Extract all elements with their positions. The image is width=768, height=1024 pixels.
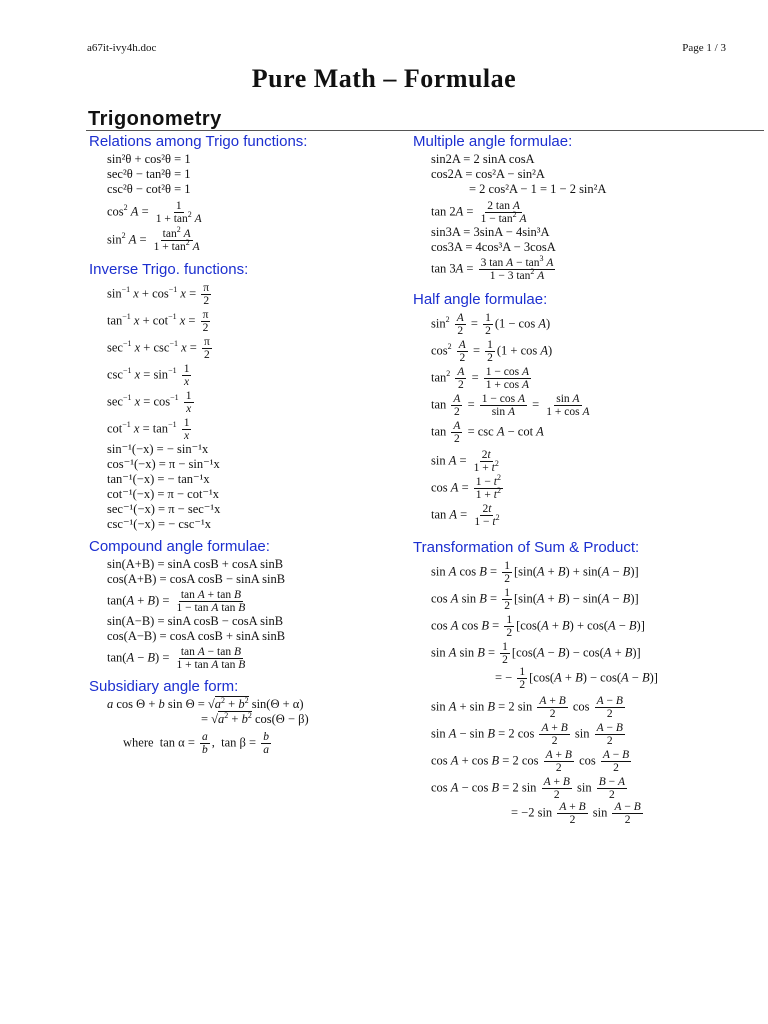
product-formula: = − $\frac{1}{2}$ [cos(A + B) − cos(A − B)] xyxy=(495,666,658,691)
relations-block xyxy=(89,132,307,253)
sum-formula: sin A + sin B = 2 sin $\frac{A + B}{2}$ cos $\frac{A - B}{2}$ xyxy=(431,695,623,720)
inverse-negative-formula: sin⁻¹(−x) = − sin⁻¹x xyxy=(107,442,209,456)
relation-formula: sec²θ − tan²θ = 1 xyxy=(107,167,191,181)
product-formula: cos A sin B = $\frac{1}{2}$ [sin(A + B) − sin(A − B)] xyxy=(431,587,639,612)
half-formula: $\tan^2$ $\frac{A}{2}$ = $\frac{\text{1 − cos A}}{\text{1 + cos A}}$ xyxy=(431,366,529,391)
subsidiary-formula: = $√a^2 + b^2$ cos(Θ − β) xyxy=(201,710,309,726)
inverse-negative-formula: sec⁻¹(−x) = π − sec⁻¹x xyxy=(107,502,221,516)
compound-tan-minus: tan(A − B) = $\frac{\text{tan A − tan B}}{\text{1 + tan A tan B}}$ xyxy=(107,646,246,671)
section-divider xyxy=(86,130,764,131)
inverse-negative-formula: tan⁻¹(−x) = − tan⁻¹x xyxy=(107,472,210,486)
relations-heading: Relations among Trigo functions: xyxy=(89,133,308,150)
inverse-negative-formula: cot⁻¹(−x) = π − cot⁻¹x xyxy=(107,487,220,501)
inverse-formula: $\csc^{-1} x = \sin^{-1}$ $\frac{1}{x}$ xyxy=(107,363,190,388)
multiple-formula: cos2A = cos²A − sin²A xyxy=(431,167,545,181)
sum-formula: cos A − cos B = 2 sin $\frac{A + B}{2}$ sin $\frac{B - A}{2}$ xyxy=(431,776,626,801)
multiple-block xyxy=(413,132,606,282)
inverse-formula: $\sin^{-1} x + \cos^{-1} x$ = $\frac{\pi}{2}$ xyxy=(107,282,210,307)
subsidiary-formula: a cos Θ + b $\sin \Theta = √a^2 + b^2$ sin(Θ + α) xyxy=(107,695,304,711)
subsidiary-where: where tan α = $\frac{a}{b}$ , tan β = $\frac{b}{a}$ xyxy=(123,731,269,756)
inverse-negative-formula: csc⁻¹(−x) = − csc⁻¹x xyxy=(107,517,211,531)
multiple-formula: cos3A = 4cos³A − 3cosA xyxy=(431,240,556,254)
inverse-formula: $\tan^{-1} x + \cot^{-1} x$ = $\frac{\pi}{2}$ xyxy=(107,309,209,334)
half-formula: tan $\frac{A}{2}$ = $\frac{\text{1 − cos A}}{\text{sin A}}$ = $\frac{\text{sin A}}{\text{1 + cos A}}$ xyxy=(431,393,590,418)
half-heading: Half angle formulae: xyxy=(413,291,548,308)
subsidiary-block xyxy=(89,677,309,756)
multiple-heading: Multiple angle formulae: xyxy=(413,133,573,150)
compound-formula: cos(A+B) = cosA cosB − sinA sinB xyxy=(107,572,286,586)
half-formula: $\cos^2$ $\frac{A}{2}$ = $\frac{1}{2}$ (1 + cos A) xyxy=(431,339,553,364)
subsidiary-heading: Subsidiary angle form: xyxy=(89,678,239,695)
compound-formula: sin(A−B) = sinA cosB − cosA sinB xyxy=(107,614,284,628)
inverse-formula: $\sec^{-1} x + \csc^{-1} x$ = $\frac{\pi}{2}$ xyxy=(107,336,210,361)
multiple-formula: = 2 cos²A − 1 = 1 − 2 sin²A xyxy=(469,182,607,196)
product-formula: cos A cos B = $\frac{1}{2}$ [cos(A + B) + cos(A − B)] xyxy=(431,614,645,639)
half-t-formula: cos A = $\frac{1 - t^2}{1 + t^2}$ xyxy=(431,473,501,501)
half-t-formula: tan A = $\frac{2t}{1 - t^2}$ xyxy=(431,503,500,528)
compound-tan-plus: tan(A + B) = $\frac{\text{tan A + tan B}}{\text{1 − tan A tan B}}$ xyxy=(107,589,246,614)
half-block xyxy=(413,290,594,528)
compound-formula: sin(A+B) = sinA cosB + cosA sinB xyxy=(107,557,284,571)
page-title: Pure Math – Formulae xyxy=(251,64,517,93)
relation-formula: csc²θ − cot²θ = 1 xyxy=(107,182,191,196)
compound-block xyxy=(89,537,285,671)
product-formula: sin A cos B = $\frac{1}{2}$ [sin(A + B) + sin(A − B)] xyxy=(431,560,639,585)
transform-heading: Transformation of Sum & Product: xyxy=(413,539,640,556)
inverse-heading: Inverse Trigo. functions: xyxy=(89,261,249,278)
half-formula: $\sin^2$ $\frac{A}{2}$ = $\frac{1}{2}$ (1 − cos A) xyxy=(431,312,551,337)
sum-formula: sin A − sin B = 2 cos $\frac{A + B}{2}$ sin $\frac{A - B}{2}$ xyxy=(431,722,623,747)
product-formula: sin A sin B = $\frac{1}{2}$ [cos(A − B) − cos(A + B)] xyxy=(431,641,641,666)
compound-heading: Compound angle formulae: xyxy=(89,538,270,555)
inverse-negative-formula: cos⁻¹(−x) = π − sin⁻¹x xyxy=(107,457,220,471)
document-filename: a67it-ivy4h.doc xyxy=(87,42,157,54)
multiple-tan3: tan 3A = $\frac{3 \tan A - \tan^3 A}{1 - 3 \tan^2 A}$ xyxy=(431,254,554,282)
compound-formula: cos(A−B) = cosA cosB + sinA sinB xyxy=(107,629,286,643)
sum-formula: cos A + cos B = 2 cos $\frac{A + B}{2}$ cos $\frac{A - B}{2}$ xyxy=(431,749,630,774)
section-title: Trigonometry xyxy=(88,108,222,130)
cos-squared-formula: $\cos^2 A$ = $\frac{1}{1 + \tan^2 A}$ xyxy=(107,200,202,225)
inverse-block xyxy=(89,260,248,532)
multiple-formula: sin2A = 2 sinA cosA xyxy=(431,152,535,166)
multiple-tan2: tan 2A = $\frac{\text{2 tan A}}{1 - \tan^2 A}$ xyxy=(431,200,527,225)
inverse-formula: $\sec^{-1} x = \cos^{-1}$ $\frac{1}{x}$ xyxy=(107,390,192,415)
half-formula: tan $\frac{A}{2}$ = csc A − cot A xyxy=(431,420,544,445)
half-t-formula: sin A = $\frac{2t}{1 + t^2}$ xyxy=(431,449,499,474)
multiple-formula: sin3A = 3sinA − 4sin³A xyxy=(431,225,550,239)
inverse-formula: $\cot^{-1} x = \tan^{-1}$ $\frac{1}{x}$ xyxy=(107,417,190,442)
page-number: Page 1 / 3 xyxy=(682,42,726,54)
relation-formula: sin²θ + cos²θ = 1 xyxy=(107,152,191,166)
transform-block xyxy=(413,538,658,826)
sum-formula: = −2 sin $\frac{A + B}{2}$ sin $\frac{A - B}{2}$ xyxy=(511,801,641,826)
sin-squared-formula: $\sin^2 A$ = $\frac{\tan^2 A}{1 + \tan^2 A}$ xyxy=(107,225,200,253)
